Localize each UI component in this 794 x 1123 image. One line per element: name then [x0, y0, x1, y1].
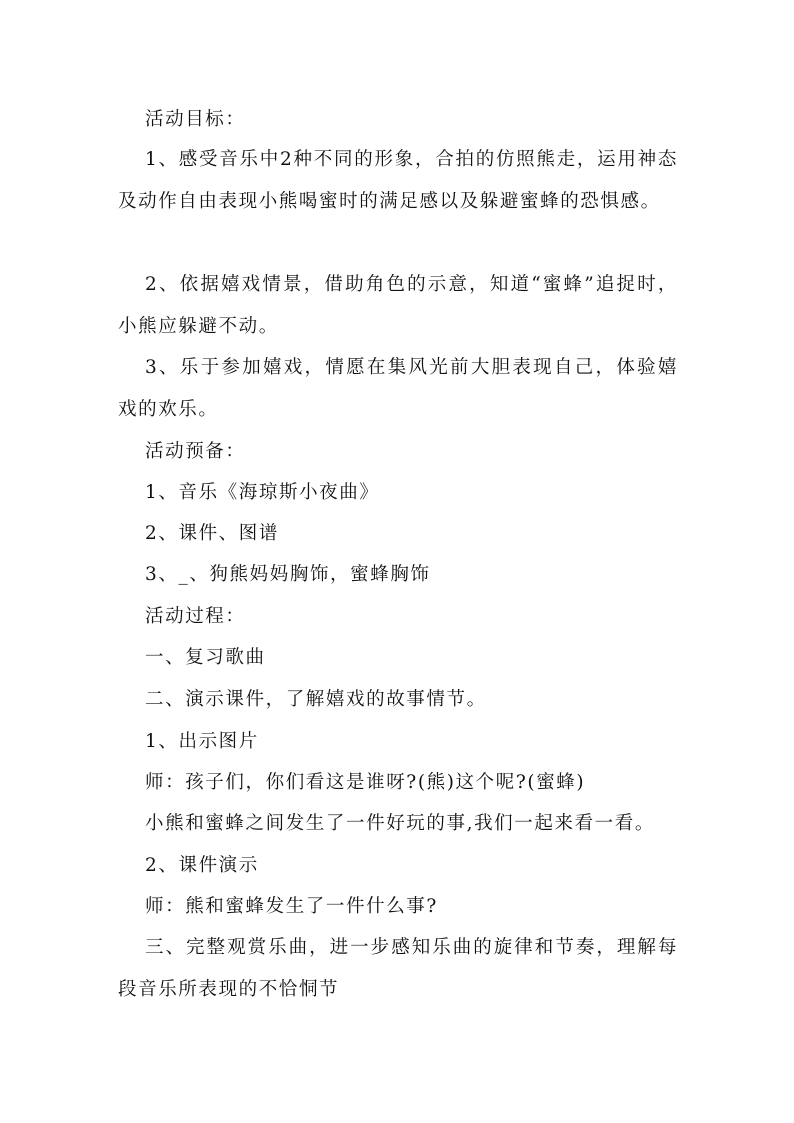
step-2-2: 2、课件演示: [145, 855, 259, 876]
preparation-item-2: 2、课件、图谱: [145, 523, 279, 544]
objective-3: 3、乐于参加嬉戏，情愿在集风光前大胆表现自己，体验嬉戏的欢乐。: [118, 357, 678, 420]
objective-1: 1、感受音乐中2种不同的形象，合拍的仿照熊走，运用神态及动作自由表现小熊喝蜜时的满足感以及躲避蜜蜂的恐惧感。: [118, 149, 678, 212]
step-2: 二、演示课件，了解嬉戏的故事情节。: [145, 689, 487, 710]
step-1: 一、复习歌曲: [145, 647, 266, 668]
step-3: 三、完整观赏乐曲，进一步感知乐曲的旋律和节奏，理解每段音乐所表现的不恰恫节: [118, 937, 678, 1000]
dialogue-2: 小熊和蜜蜂之间发生了一件好玩的事,我们一起来看一看。: [145, 813, 655, 834]
preparation-heading: 活动预备：: [145, 441, 246, 462]
preparation-item-3: 3、_、狗熊妈妈胸饰，蜜蜂胸饰: [145, 564, 431, 585]
process-heading: 活动过程：: [145, 606, 246, 627]
dialogue-1: 师：孩子们，你们看这是谁呀?(熊)这个呢?(蜜蜂): [145, 772, 586, 793]
step-2-1: 1、出示图片: [145, 731, 259, 752]
objective-2: 2、依据嬉戏情景，借助角色的示意，知道“蜜蜂”追捉时，小熊应躲避不动。: [118, 274, 678, 337]
objectives-heading: 活动目标：: [145, 109, 246, 130]
preparation-item-1: 1、音乐《海琼斯小夜曲》: [145, 482, 380, 503]
dialogue-3: 师：熊和蜜蜂发生了一件什么事?: [145, 896, 438, 917]
